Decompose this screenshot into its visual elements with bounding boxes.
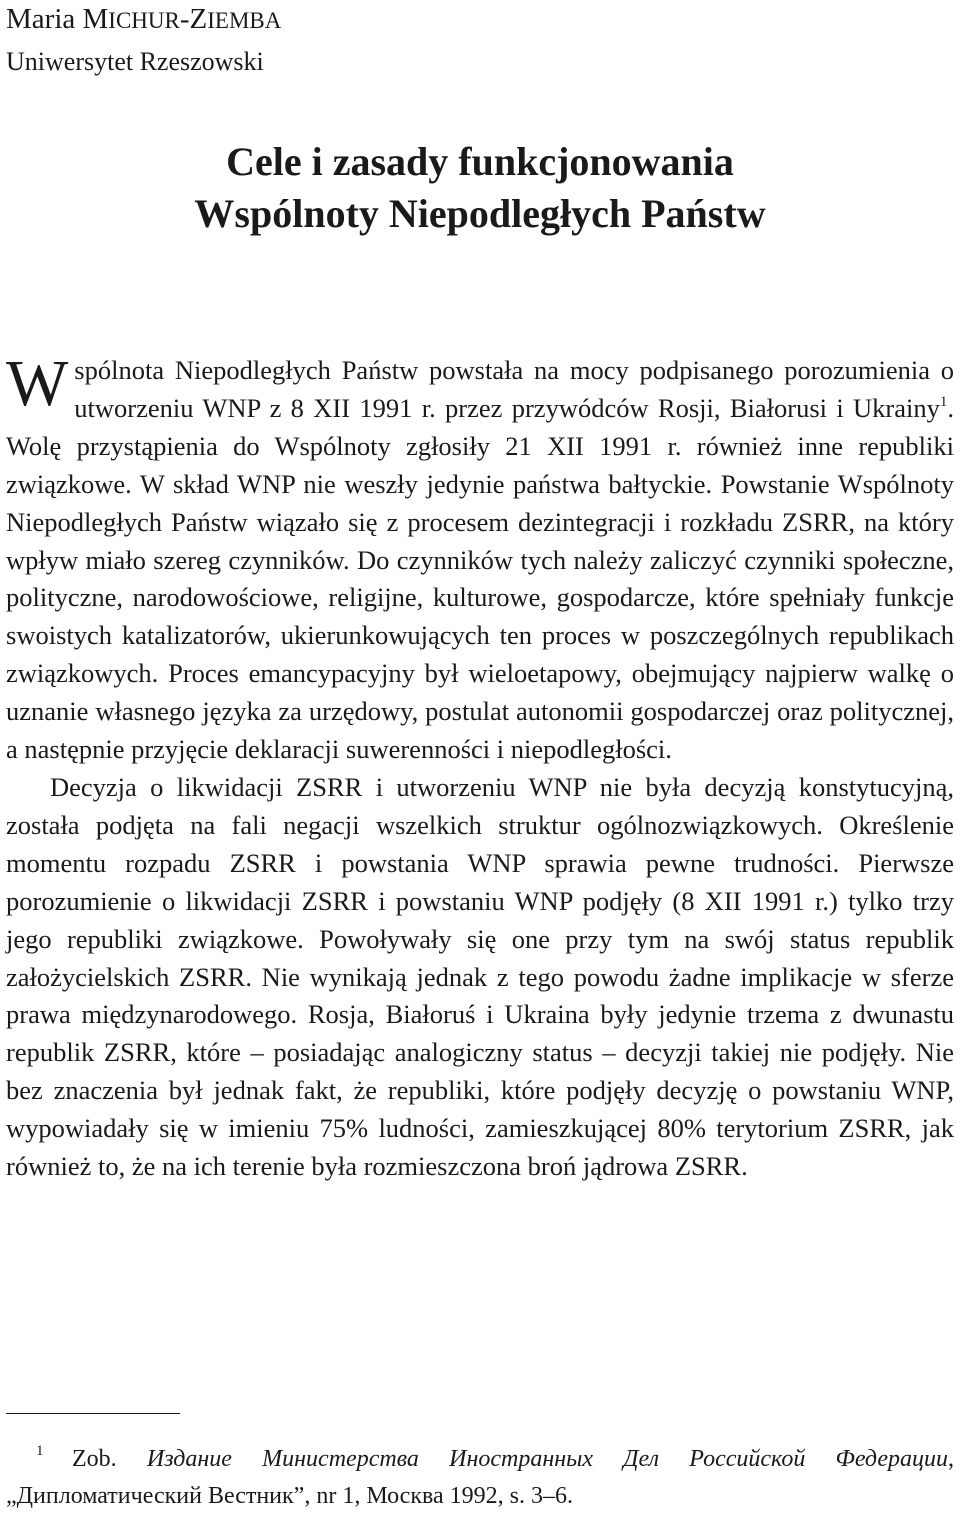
paragraph-1 (6, 347, 954, 769)
author-first-name: Maria (6, 3, 83, 35)
author-name (6, 2, 281, 38)
author-surname-part2: IEMBA (207, 8, 282, 33)
paragraph-1-text-b: . Wolę przystąpienia do Wspólnoty zgłosiły 21 XII 1991 r. również inne republiki związkowe. W skład WNP nie weszły jedynie państwa bałtyckie. Powstanie Wspólnoty Niepodległych Państw wiązało się z procesem dezintegracji i rozkładu ZSRR, na który wpływ miało szereg czynników. Do czynników tych należy zaliczyć czynniki społeczne, polityczne, narodowościowe, religijne, kulturowe, gospodarcze, które spełniały funkcje swoistych katalizatorów, ukierunkowujących ten proces w poszczególnych republikach związkowych. Proces emancypacyjny był wieloetapowy, obejmujący najpierw walkę o uznanie własnego języka za urzędowy, postulat autonomii gospodarczej oraz politycznej, a następnie przyjęcie deklaracji suwerenności i niepodległości. (6, 392, 954, 765)
footnote-1 (6, 1442, 954, 1513)
footnote-prefix: Zob. (72, 1446, 147, 1472)
footnote-source-title: Издание Министерства Иностранных Дел Российской Федерации (146, 1446, 948, 1472)
title-line-2: Wspólnoty Niepodległych Państw (194, 191, 766, 236)
footnote-number: 1 (36, 1443, 44, 1459)
footnote-separator (6, 1413, 180, 1414)
drop-cap: W (6, 347, 69, 420)
footnote-reference[interactable]: 1 (939, 393, 948, 410)
paragraph-2: Decyzja o likwidacji ZSRR i utworzeniu WNP nie była decyzją konstytucyjną, została podjęta na fali negacji wszelkich struktur ogólnozwiązkowych. Określenie momentu rozpadu ZSRR i powstania WNP sprawia pewne trudności. Pierwsze porozumienie o likwidacji ZSRR i powstaniu WNP podjęły (8 XII 1991 r.) tylko trzy jego republiki związkowe. Powoływały się one przy tym na swój status republik założycielskich ZSRR. Nie wynikają jednak z tego powodu żadne implikacje w sferze prawa międzynarodowego. Rosja, Białoruś i Ukraina były jedynie trzema z dwunastu republik ZSRR, które – posiadając analogiczny status – decyzji takiej nie podjęły. Nie bez znaczenia był jednak fakt, że republiki, które podjęły decyzję o powstaniu WNP, wypowiadały się w imieniu 75% ludności, zamieszkującej 80% terytorium ZSRR, jak również to, że na ich terenie była rozmieszczona broń jądrowa ZSRR. (6, 771, 954, 1182)
author-surname-initial: M (82, 3, 109, 35)
footnote-source-rest: , „Дипломатический Вестник”, nr 1, Москва 1992, s. 3–6. (6, 1446, 954, 1509)
title-line-1: Cele i zasady funkcjonowania (226, 139, 734, 184)
author-affiliation: Uniwersytet Rzeszowski (6, 47, 264, 76)
author-surname-hyphen-initial: -Z (179, 3, 208, 35)
author-surname-part1: ICHUR (108, 8, 180, 33)
article-body (6, 347, 954, 1186)
paragraph-1-text-a: spólnota Niepodległych Państw powstała na mocy podpisanego porozumienia o utworzeniu WNP z 8 XII 1991 r. przez przywódców Rosji, Białorusi i Ukrainy (74, 355, 954, 423)
article-title (0, 136, 960, 240)
